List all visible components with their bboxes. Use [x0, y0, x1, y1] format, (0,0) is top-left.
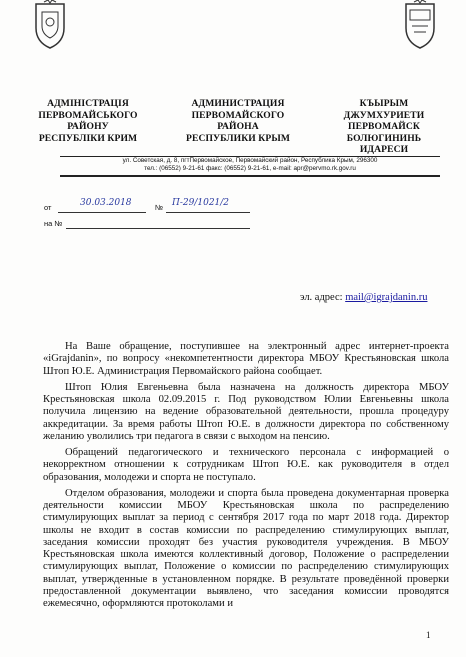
address-block: [60, 157, 440, 173]
paragraph: Обращений педагогического и технического персонала с информацией о некорректном отношении к сотрудникам Штоп Ю.Е. как руководителя в отдел образования, молодежи и спорта не поступало.: [43, 447, 449, 483]
address-line: ул. Советская, д. 8, пгтПервомайское, Первомайский район, Республика Крым, 296300: [122, 157, 378, 164]
number-label: №: [155, 203, 164, 212]
recipient-email: [300, 292, 427, 303]
org-name-russian: АДМИНИСТРАЦИЯ ПЕРВОМАЙСКОГО РАЙОНА РЕСПУБЛИКИ КРЫМ: [185, 98, 290, 144]
paragraph: Штоп Юлия Евгеньевна была назначена на должность директора МБОУ Крестьяновская школа 02.09.2015 г. Под руководством Юлии Евгеньевны школа получила лицензию на ведение образовательной деятельности, прошла процедуру аккредитации. За время работы Штоп Ю.Е. в должности директора по собственному желанию уволились три педагога в связи с выходом на пенсию.: [43, 381, 449, 442]
number-value: П-29/1021/2: [172, 198, 230, 208]
crimea-emblem-icon: [30, 0, 70, 50]
org-name-ukrainian: АДМІНІСТРАЦІЯ ПЕРВОМАЙСЬКОГО РАЙОНУ РЕСПУБЛІКИ КРИМ: [38, 98, 138, 144]
date-value: 30.03.2018: [80, 198, 132, 208]
letter-body: [43, 341, 449, 614]
letterhead: [18, 98, 458, 158]
contact-line: тел.: (06552) 9-21-61 факс: (06552) 9-21-61, e-mail: apr@pervmo.rk.gov.ru: [144, 165, 356, 172]
date-label: от: [44, 203, 52, 212]
page-number: 1: [426, 630, 431, 640]
email-prefix: эл. адрес:: [300, 292, 343, 303]
reply-to-underline: [66, 219, 250, 229]
paragraph: Отделом образования, молодежи и спорта была проведена документарная проверка деятельности комиссии МБОУ Крестьяновская школа по распределению стимулирующих выплат за период с сентября 2017 года по март 2018 года. Директор школы не входит в состав комиссии по распределению стимулирующих выплат, заседания комиссии проходят без участия руководителя учреждения. В МБОУ Крестьяновская школа имеются коллективный договор, Положение о распределении стимулирующих выплат, Положение о комиссии по распределению стимулирующих выплат, утвержденные в установленном порядке. В результате проведённой проверки предоставленной документации выявлено, что заседания комиссии проводятся ежемесячно, оформляются протоколами и: [43, 487, 449, 609]
address-divider: [60, 175, 440, 177]
org-name-crimean-tatar: КЪЫРЫМ ДЖУМХУРИЕТИ ПЕРВОМАЙСК БОЛЮГИНИНЬ ИДАРЕСИ: [343, 98, 425, 155]
district-emblem-icon: [400, 0, 440, 50]
paragraph: На Ваше обращение, поступившее на электронный адрес интернет-проекта «iGrajdanin», по вопросу «некомпетентности директора МБОУ Крестьяновская школа Штоп Ю.Е. Администрация Первомайского района сообщает.: [43, 341, 449, 377]
reply-to-label: на №: [44, 219, 63, 228]
email-link[interactable]: mail@igrajdanin.ru: [345, 292, 428, 303]
